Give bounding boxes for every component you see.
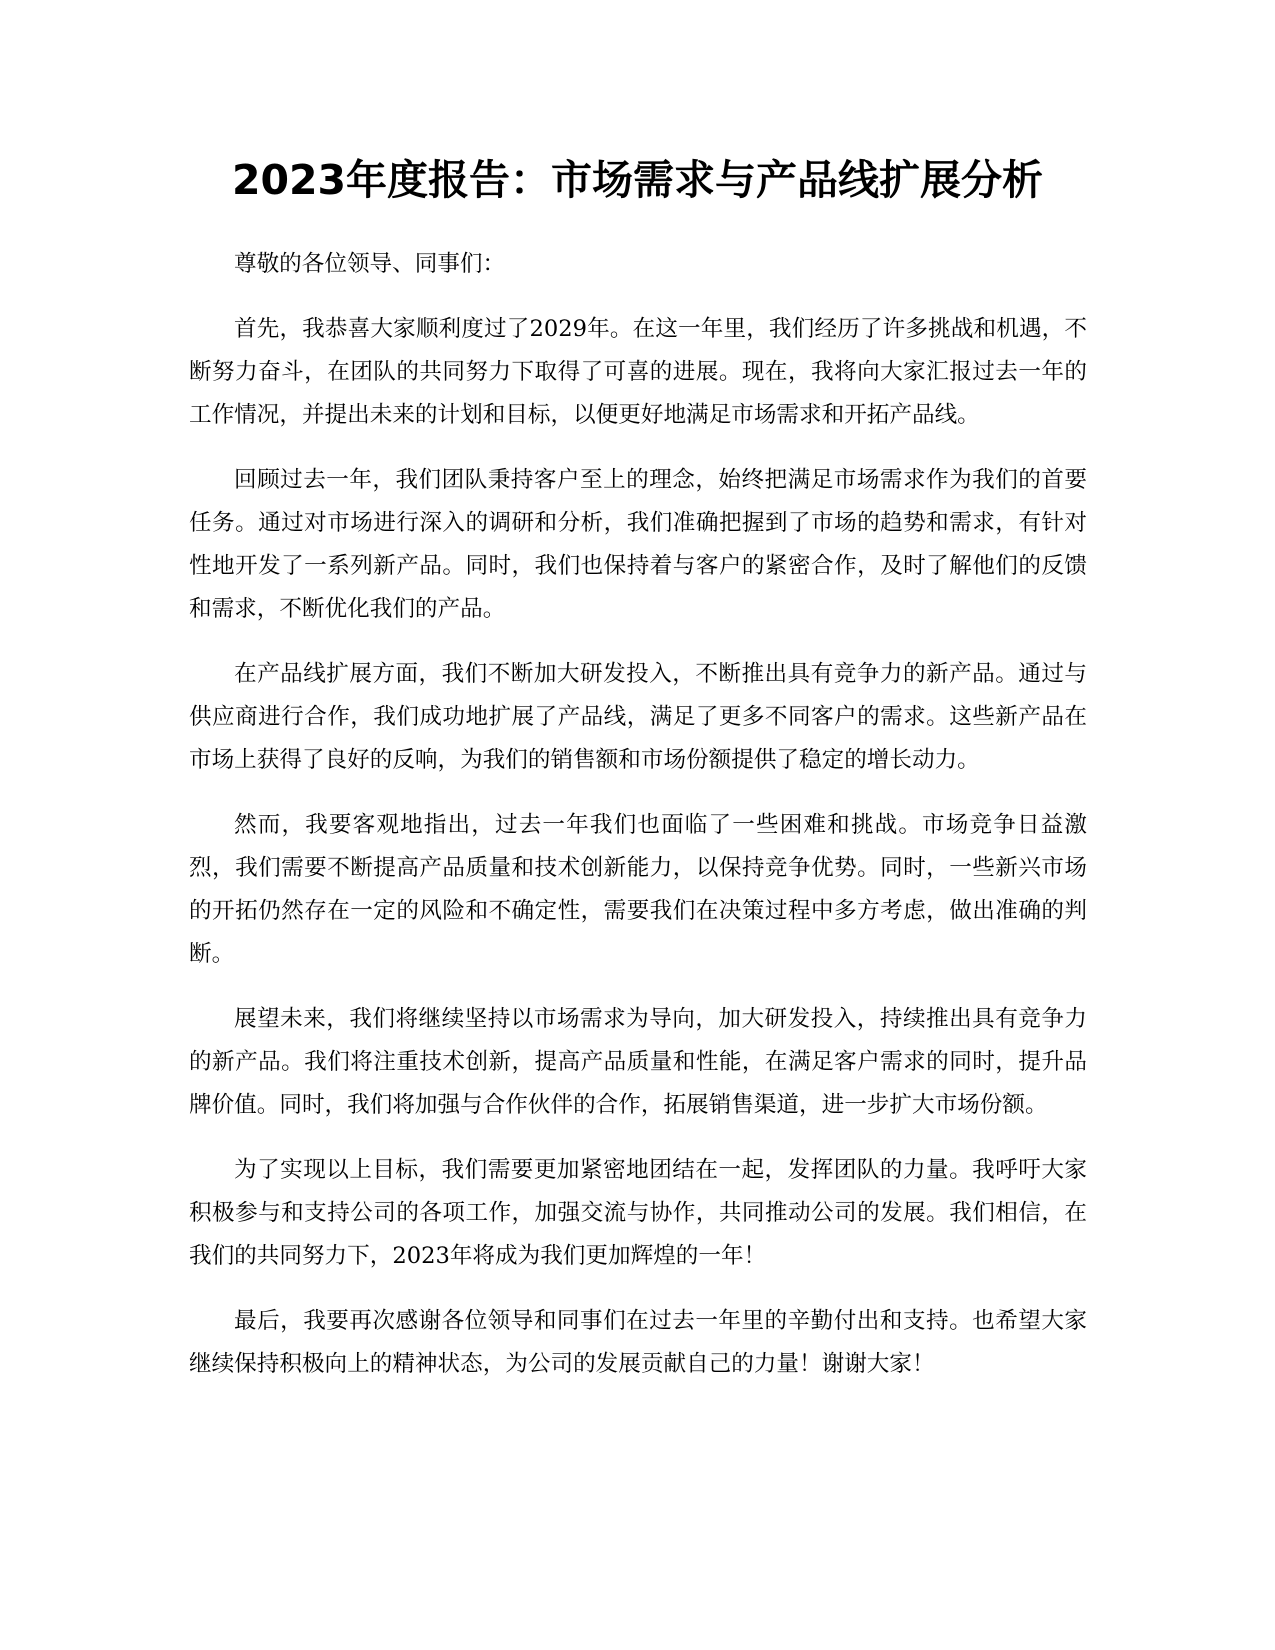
document-body bbox=[189, 243, 1087, 1408]
paragraph-2: 回顾过去一年，我们团队秉持客户至上的理念，始终把满足市场需求作为我们的首要任务。通过对市场进行深入的调研和分析，我们准确把握到了市场的趋势和需求，有针对性地开发了一系列新产品。同时，我们也保持着与客户的紧密合作，及时了解他们的反馈和需求，不断优化我们的产品。 bbox=[189, 467, 1087, 622]
greeting-paragraph: 尊敬的各位领导、同事们： bbox=[234, 251, 506, 277]
paragraph-6: 为了实现以上目标，我们需要更加紧密地团结在一起，发挥团队的力量。我呼吁大家积极参与和支持公司的各项工作，加强交流与协作，共同推动公司的发展。我们相信，在我们的共同努力下，2023年将成为我们更加辉煌的一年！ bbox=[189, 1157, 1087, 1269]
paragraph-4: 然而，我要客观地指出，过去一年我们也面临了一些困难和挑战。市场竞争日益激烈，我们需要不断提高产品质量和技术创新能力，以保持竞争优势。同时，一些新兴市场的开拓仍然存在一定的风险和不确定性，需要我们在决策过程中多方考虑，做出准确的判断。 bbox=[189, 812, 1087, 967]
paragraph-5: 展望未来，我们将继续坚持以市场需求为导向，加大研发投入，持续推出具有竞争力的新产品。我们将注重技术创新，提高产品质量和性能，在满足客户需求的同时，提升品牌价值。同时，我们将加强与合作伙伴的合作，拓展销售渠道，进一步扩大市场份额。 bbox=[189, 1006, 1087, 1118]
paragraph-3: 在产品线扩展方面，我们不断加大研发投入，不断推出具有竞争力的新产品。通过与供应商进行合作，我们成功地扩展了产品线，满足了更多不同客户的需求。这些新产品在市场上获得了良好的反响，为我们的销售额和市场份额提供了稳定的增长动力。 bbox=[189, 661, 1087, 773]
document-title: 2023年度报告：市场需求与产品线扩展分析 bbox=[231, 156, 1044, 204]
paragraph-7: 最后，我要再次感谢各位领导和同事们在过去一年里的辛勤付出和支持。也希望大家继续保持积极向上的精神状态，为公司的发展贡献自己的力量！谢谢大家！ bbox=[189, 1308, 1087, 1377]
paragraph-1: 首先，我恭喜大家顺利度过了2029年。在这一年里，我们经历了许多挑战和机遇，不断努力奋斗，在团队的共同努力下取得了可喜的进展。现在，我将向大家汇报过去一年的工作情况，并提出未来的计划和目标，以便更好地满足市场需求和开拓产品线。 bbox=[189, 316, 1087, 428]
